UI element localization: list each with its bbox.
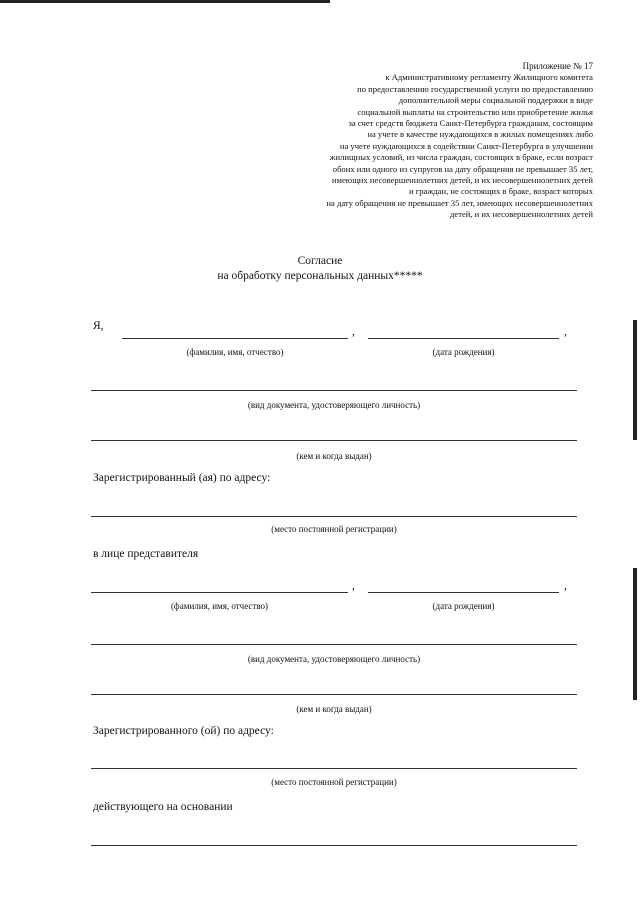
appendix-line: имеющих несовершеннолетних детей, и их несовершеннолетних детей: [331, 175, 593, 186]
representative-label: в лице представителя: [93, 548, 199, 560]
appendix-line: обоих или одного из супругов на дату обращения не превышает 35 лет,: [332, 163, 593, 174]
caption-issued: (кем и когда выдан): [296, 704, 372, 714]
rep-fio-line[interactable]: [91, 592, 348, 593]
document-subtitle: на обработку персональных данных*****: [217, 270, 423, 282]
basis-line[interactable]: [91, 845, 577, 846]
scan-artifact-right: [633, 568, 637, 700]
comma-separator: ,: [564, 326, 567, 338]
appendix-line: социальной выплаты на строительство или приобретение жилья: [357, 106, 593, 117]
caption-dob: (дата рождения): [432, 347, 495, 357]
appendix-line: детей, и их несовершеннолетних детей: [450, 209, 593, 220]
caption-id-doc: (вид документа, удостоверяющего личность): [247, 400, 421, 410]
rep-id-doc-line[interactable]: [91, 644, 577, 645]
appendix-line: по предоставлению государственной услуги по предоставлению: [357, 83, 593, 94]
comma-separator: ,: [352, 580, 355, 592]
caption-fio: (фамилия, имя, отчество): [186, 347, 284, 357]
comma-separator: ,: [564, 580, 567, 592]
caption-dob: (дата рождения): [432, 601, 495, 611]
rep-issued-line[interactable]: [91, 694, 577, 695]
applicant-address-line[interactable]: [91, 516, 577, 517]
comma-separator: ,: [352, 326, 355, 338]
appendix-line: к Административному регламенту Жилищного комитета: [385, 72, 593, 83]
applicant-dob-line[interactable]: [368, 338, 559, 339]
caption-id-doc: (вид документа, удостоверяющего личность): [247, 654, 421, 664]
caption-issued: (кем и когда выдан): [296, 451, 372, 461]
appendix-line: на учете в качестве нуждающихся в жилых помещениях либо: [367, 129, 593, 140]
appendix-line: за счет средств бюджета Санкт-Петербурга гражданам, состоящим: [348, 118, 593, 129]
caption-registration: (место постоянной регистрации): [271, 777, 397, 787]
appendix-line: Приложение № 17: [522, 61, 593, 71]
appendix-line: дополнительной меры социальной поддержки в виде: [398, 95, 593, 106]
basis-label: действующего на основании: [93, 801, 233, 813]
appendix-line: на дату обращения не превышает 35 лет, имеющих несовершеннолетних: [326, 197, 593, 208]
applicant-fio-line[interactable]: [122, 338, 348, 339]
applicant-issued-line[interactable]: [91, 440, 577, 441]
appendix-line: жилищных условий, из числа граждан, состоящих в браке, если возраст: [329, 152, 593, 163]
rep-address-line[interactable]: [91, 768, 577, 769]
appendix-line: на учете нуждающихся в содействии Санкт-Петербурга в улучшении: [339, 140, 593, 151]
applicant-id-doc-line[interactable]: [91, 390, 577, 391]
scan-artifact-top: [0, 0, 330, 3]
appendix-header: [273, 61, 593, 221]
rep-registered-label: Зарегистрированного (ой) по адресу:: [93, 725, 274, 737]
registered-label: Зарегистрированный (ая) по адресу:: [93, 472, 271, 484]
caption-registration: (место постоянной регистрации): [271, 524, 397, 534]
rep-dob-line[interactable]: [368, 592, 559, 593]
ya-label: Я,: [93, 320, 104, 332]
caption-fio: (фамилия, имя, отчество): [170, 601, 269, 611]
appendix-line: и граждан, не состоящих в браке, возраст которых: [408, 186, 593, 197]
scan-artifact-right: [633, 320, 637, 440]
document-title: Согласие: [297, 255, 343, 267]
